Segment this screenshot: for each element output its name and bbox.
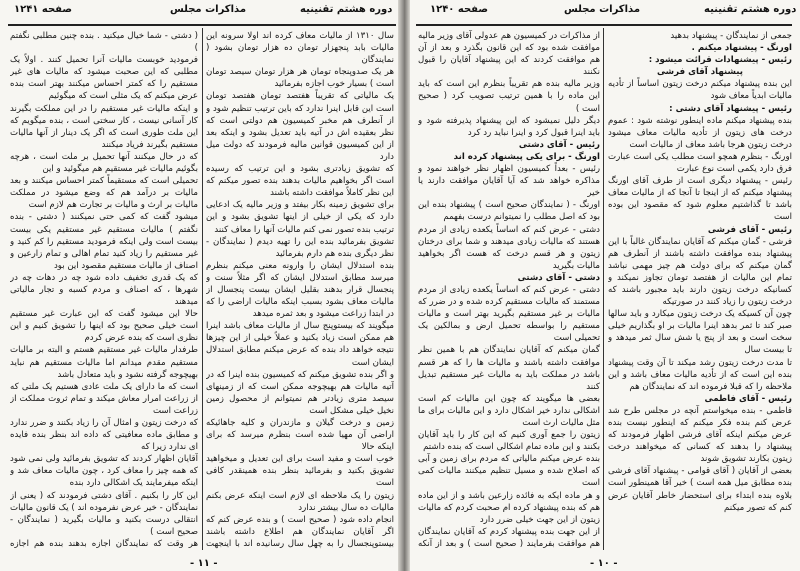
left-page-term: دوره هشتم تقنینیه (300, 4, 393, 15)
paragraph: فرشی - گمان میکنم که آقایان نمایندگان غالباً با این پیشنهاد بنده موافقت داشته باشند از آنطرف هم گمان میکنم که برای دولت هم چیز مهمی نباشد تمام این مالیات از هفتصد تومان تجاوز نمیکند و کسانیکه درخت زیتون دارند باید مجبور باشند که درخت زیتون را زیاد کنند در صورتیکه (608, 236, 792, 308)
book-gutter (398, 0, 410, 571)
paragraph: اورنگ - برای یکی پیشنهاد کرده اند (453, 151, 600, 162)
left-header-rule (8, 24, 396, 26)
paragraph: اورنگ - پیشنهاد میکنم . (691, 43, 792, 54)
paragraph: تشویق بفرمائید بنده این را تهیه دیدم ( نمایندگان - نظر دیگری بنده هم دارم بفرمائید (206, 236, 394, 259)
paragraph: که یک قدری تخفیف داده شود چه در دهات چه در شهرها ، که اصناف و مردم کسبه و تجار مالیاتی میدهند (10, 272, 198, 308)
paragraph: دشتی - آقای دشتی (517, 272, 600, 283)
left-column-divider (202, 28, 203, 550)
left-page-left-column (10, 30, 198, 550)
paragraph: میگویند که بیستوپنج سال از مالیات معاف باشد اینرا هم ممکن است زیاد بکنید و عملاً خیلی از این چیزها نتیجه خواهد داد بنده که عرض میکنم مطابق استدلال ایشان است (206, 321, 394, 368)
paragraph: زمین و درخت گیلان و مازندران و کلیه جاهائیکه اراضی آن مهیا شده است بنظرم میرسد که برای اینکه حالا (206, 418, 394, 453)
right-page-number: صفحه ۱۲۴۰ (430, 4, 489, 15)
right-page (404, 0, 800, 571)
paragraph: میشود گفت که کمی حتی نمیکنند ( دشتی - بنده نگفتم ) مالیات مستقیم غیر مستقیم یکی بیست بیست است ولی اینکه فرمودید مستقیم را کم کنید و غیر مستقیم را زیاد کنید تمام اهالی و تمام زارعین و اصناف از مالیات مستقیم مقصود این بود (10, 212, 198, 271)
paragraph: بنده عرض میکنم مالیاتی که مردم برای زمین و آبی که اصلاح شده و مسیل تنظیم میکنند مالیات کمی است (418, 454, 600, 489)
paragraph: بنده استدلال ایشان را وارونه معنی میکنم بنظرم میرسد مطابق استدلال ایشان که اگر مثلاً سنت و پنجسال قرار بدهند بقلیل ایشان بیست پنجسال از مالیات معاف بشود بسبب اینکه مالیات اراضی را که در ابتدا زراعت میشود و بعد ثمره میدهد (206, 260, 394, 320)
paragraph: این کار را بکنیم . آقای دشتی فرمودند که ( یعنی از نمایندگان - خیر عرض نفرموده اند ) یک قانون مالیات انتقالی درست بکنید و مالیات بگیرید ( نمایندگان - صحیح است ) (10, 490, 198, 537)
paragraph: فرمودید خوبست مالیات آنرا تحمیل کنند . اولاً یک مطلبی که این صحبت میشود که مالیات های غیر مستقیم را که کمتر احساس میکنند بهتر است بنده عرض میکنم که یک مثلی است که میگوئیم (10, 55, 198, 102)
paragraph: جمعی از نمایندگان - پیشنهاد بدهید (670, 31, 792, 41)
left-page-title: مذاکرات مجلس (170, 4, 247, 15)
paragraph: این بنده پیشنهاد میکنم درخت زیتون اساساً از تأدیه مالیات ابدیاً معاف شود (608, 79, 792, 102)
paragraph: که در حال میکنند آنها تحمیل بر ملت است ، هرچه بگوئیم مالیات غیر مستقیم هم میگوئید و این (10, 151, 198, 175)
right-page-right-column (608, 30, 792, 550)
paragraph: تحمیلی است که مستقیماً کمتر احساس میکنند و بعد مالیات بر درآمد هم که وضع میشود در مملکت مالیات بر ارث و مالیات بر تجارت هم لازم است (10, 176, 198, 211)
right-page-left-column (418, 30, 600, 550)
paragraph: سال ۱۳۱۰ از مالیات معاف کرده اند اولا سرونه این مالیات بابد پنجهزار تومان ده هزار تومان بشود ( نمایندگان (206, 31, 394, 66)
left-page-header (0, 4, 404, 22)
paragraph: بعضی از آقایان ( آقای قوامی - پیشنهاد آقای فرشی بنده مطابق میل همه است ) خیر آقا همینطور است بلاوه بنده ابتداء برای استحضار خاطر آقایان عرض کنم که تصور میکنم (608, 466, 792, 513)
left-page-right-column (206, 30, 394, 550)
right-page-title: مذاکرات مجلس (564, 4, 641, 15)
paragraph: بعضی ها میگویند که چون این مالیات کم است اشکالی ندارد خیر اشکال دارد و این مالیات برای ما مثل مالیات ارث است (418, 393, 600, 428)
paragraph: زیتون را یک ملاحظه ای لازم است اینکه عرض بکنم مالیات ده سال بیشتر ندارد (206, 490, 394, 513)
paragraph: که تشویق زیادتری بشود و این ترتیب که رسیده است اگر بخواهیم مالیات بدهند بنده تصور میکنم که این نظر کاملاً موافقت داشته باشند (206, 164, 394, 199)
paragraph: خوب است و مفید است برای این تعدیل و میخواهید تشویق بکنید و بفرمائید بنظر بنده همینقدر کافی است (206, 454, 394, 489)
paragraph: دیگر دلیل نمیشود که این پیشنهاد پذیرفته شود و باید اینرا قبول کرد و اینرا نباید رد کرد (418, 115, 600, 138)
right-page-header (404, 4, 800, 22)
paragraph: از مذاکرات در کمیسیون هم عدولی آقای وزیر مالیه موافقت شده بود که این قانون بگذرد و بعد از آن هم موافقت کردند که این پیشنهاد آقایان را قبول نکنند (418, 31, 600, 78)
paragraph: برای تشویق زمینه بکار بیفتد و وزیر مالیه یک ادعایی دارد که یکی از خیلی از اینها تشویق بشود و این ترتیب بنده تصور نمی کنم مالیات آنها را معاف کنند (206, 200, 394, 235)
paragraph: چون آن کسیکه یک درخت زیتون میکارد و باید سالها صبر کند تا ثمر بدهد اینرا مالیات بر او بگذاریم خیلی سخت است و بعد از پنج یا شش سال ثمر میدهد و تا بیست سال (608, 309, 792, 356)
paragraph: رئیس - آقای فرشی (707, 224, 792, 235)
paragraph: حالا این میشود گفت که این عبارت غیر مستقیم است خیلی صحیح بود که اینها را تشویق کنیم و این نظری است که بنده عرض کردم (10, 309, 198, 344)
paragraph: رئیس - آقای فاطمی (704, 393, 792, 404)
paragraph: رئیس - پیشنهادات قرائت میشود : (648, 55, 792, 66)
left-page-number: صفحه ۱۲۴۱ (14, 4, 73, 15)
paragraph: وزیر مالیه بنده هم تقریباً بنظرم این است که باید این ماده را با همین ترتیب تصویب کرد ( صحیح است ) (418, 79, 600, 114)
paragraph: آقایان اظهار کردند که تشویق بفرمائید ولی نمی شود که همه چیز را معاف کرد ، چون مالیات معاف شد و اینکه میفرمایند یک اشکالی دارد بنده (10, 454, 198, 489)
paragraph: زیتون را جمع آوری کنیم که این کار را باید آقایان بکنند و این ماده تمام اشکالی است که بنده داشتم (418, 430, 600, 453)
paragraph: که درخت زیتون و امثال آن را زیاد بکنند و ضرر ندارد و مطابق ماده معافیتی که داده اند بنظر بنده فایده ای ندارد زیرا که (10, 418, 198, 453)
paragraph: است که ما دارای یک ملت عادی هستیم یک ملتی که از زراعت امرار معاش میکند و تمام ثروت مملکت از زراعت است (10, 381, 198, 416)
paragraph: فاطمی - بنده میخواستم آنچه در مجلس طرح شد عرض کنم بنده فکر میکنم که اینطور نیست بنده عرض میکنم اینکه آقای فرشی اظهار فرمودند که پیشنهاد را بدهند که کسانی که میخواهند درخت زیتون بکارند تشویق شوند (608, 405, 792, 465)
paragraph: رئیس - پیشنهاد آقای دشتی : (669, 103, 792, 114)
paragraph: یک مالیاتی که تقریباً هفتصد تومان هفتصد تومان است این قابل اینرا ندارد که باین ترتیب تنظیم شود و از آنطرف هم مخبر کمیسیون هم دولتی است که نظر بعقیده اش در آتیه باید تعدیل بشود و اینکه بعد از این کمیسیون قوانین مالیه فرمودند که دولت میل دارد (206, 91, 394, 162)
paragraph: گمان میکنم که آقایان نمایندگان هم با همین نظر موافقت داشته باشند و مالیات ها را که هر قسم باشد در مملکت باید به مالیات غیر مستقیم تبدیل کنند (418, 345, 600, 392)
right-header-rule (416, 24, 792, 26)
paragraph: رئیس - آقای دشتی (518, 139, 600, 150)
paragraph: رئیس - پیشنهاد دیگری است از طرف آقای اورنگ پیشنهاد میکنم که از اینجا تا آنجا که از مالیات معاف باشد تا گذاشتیم معلوم شود که مقصود این بوده است (608, 176, 792, 223)
paragraph: پیشنهاد آقای فرشی (656, 67, 744, 78)
paragraph: از این جهت بنده پیشنهاد کردم که آقایان نمایندگان هم موافقت بفرمایند ( صحیح است ) و بعد از آنکه (418, 526, 600, 549)
right-page-term: دوره هشتم تقنینیه (704, 4, 797, 15)
right-folio: - ۱۰ - (590, 558, 618, 569)
paragraph: اورنگ - بنظرم همچو است مطلب یکی است عبارت فرق دارد یکمی است نوع عبارت (608, 151, 792, 175)
paragraph: هر وقت که نمایندگان اجازه بدهند بنده هم اجازه (10, 538, 198, 549)
paragraph: طرفدار مالیات غیر مستقیم هستم و البته بر مالیات مستقیم مقدم میدانم اما مالیات مستقیم هم نباید بهیچوجه گرفته نشود و باید متعادل باشد (10, 345, 198, 380)
paragraph: و اگر بنده تشویق میکنم که کمیسیون بنده اینرا که در آتیه مالیات هم بهیچوجه ممکن است که از زمینهای سیصد متری زیادتر هم نمیتوانم از محصول زمین نخیل خیلی مشکل است (206, 369, 394, 416)
paragraph: اورنگ - ( نمایندگان صحیح است ) پیشنهاد بنده این بود که اصل مطلب را نمیتوانم درست بفهمم (418, 200, 600, 223)
paragraph: دشتی - عرض کنم که اساساً یکعده زیادی از مردم هستند که مالیات زیادی میدهند و شما برای درختان زیتون و هر قسم درخت که هست اگر بخواهید مالیات بگیرید (418, 224, 600, 271)
paragraph: و هر ماده ایکه به فائده زارعین باشد و از این ماده هم که بنده پیشنهاد کرده ام صحبت کردم که مالیات زیتون از این جهت خیلی ضرر دارد (418, 490, 600, 525)
paragraph: تا مدت درخت زیتون رشد میکند تا آن وقت پیشنهاد بنده این است که از تأدیه مالیات معاف باشد و این ملاحظه را که قبلا فرموده اند که نمایندگان هم (608, 357, 792, 392)
paragraph: بنده پیشنهاد میکنم ماده اینطور نوشته شود : عموم درخت های زیتون از تأدیه مالیات معاف میشود درخت زیتون هرجا باشد معاف از مالیات است (608, 115, 792, 150)
paragraph: رئیس - بعداً کمیسیون اظهار نظر خواهند نمود و مذاکره خواهد شد که آیا آقایان موافقت دارند یا خیر (418, 164, 600, 199)
paragraph: انجام داده شود ( صحیح است ) و بنده عرض کنم که اگر آقایان نمایندگان هم اطلاع داشته باشند بیستوپنجسال را به چهل سال رسانیده اند با اینجهت (206, 514, 394, 549)
paragraph: و اینکه مالیات غیر مستقیم را در این مملکت بگیرند کار آسانی نیست ، کار سختی است ، بنده میگویم که این ملت طوری است که اگر یک دینار از آنها مالیات مستقیم بگیرند فریاد میکنند (10, 103, 198, 150)
paragraph: هر یک صدوپنجاه تومان هر هزار تومان سیصد تومان است ) بسیار خوب اجازه بفرمائید (206, 67, 394, 90)
left-folio: - ۱۱ - (190, 558, 218, 569)
paragraph: ( دشتی - شما خیال میکنید . بنده چنین مطلبی نگفتم ) (10, 31, 198, 54)
paragraph: دشتی - عرض کنم که اساساً یکعده زیادی از مردم مستمند که مالیات مستقیم کرده شده و در ضرر که مالیات بر غیر مستقیم بگیرید بهتر است و مالیات مستقیم را بواسطه تحمیل ارض و بمالکین یک تحمیلی است (418, 284, 600, 344)
right-column-divider (603, 28, 604, 550)
